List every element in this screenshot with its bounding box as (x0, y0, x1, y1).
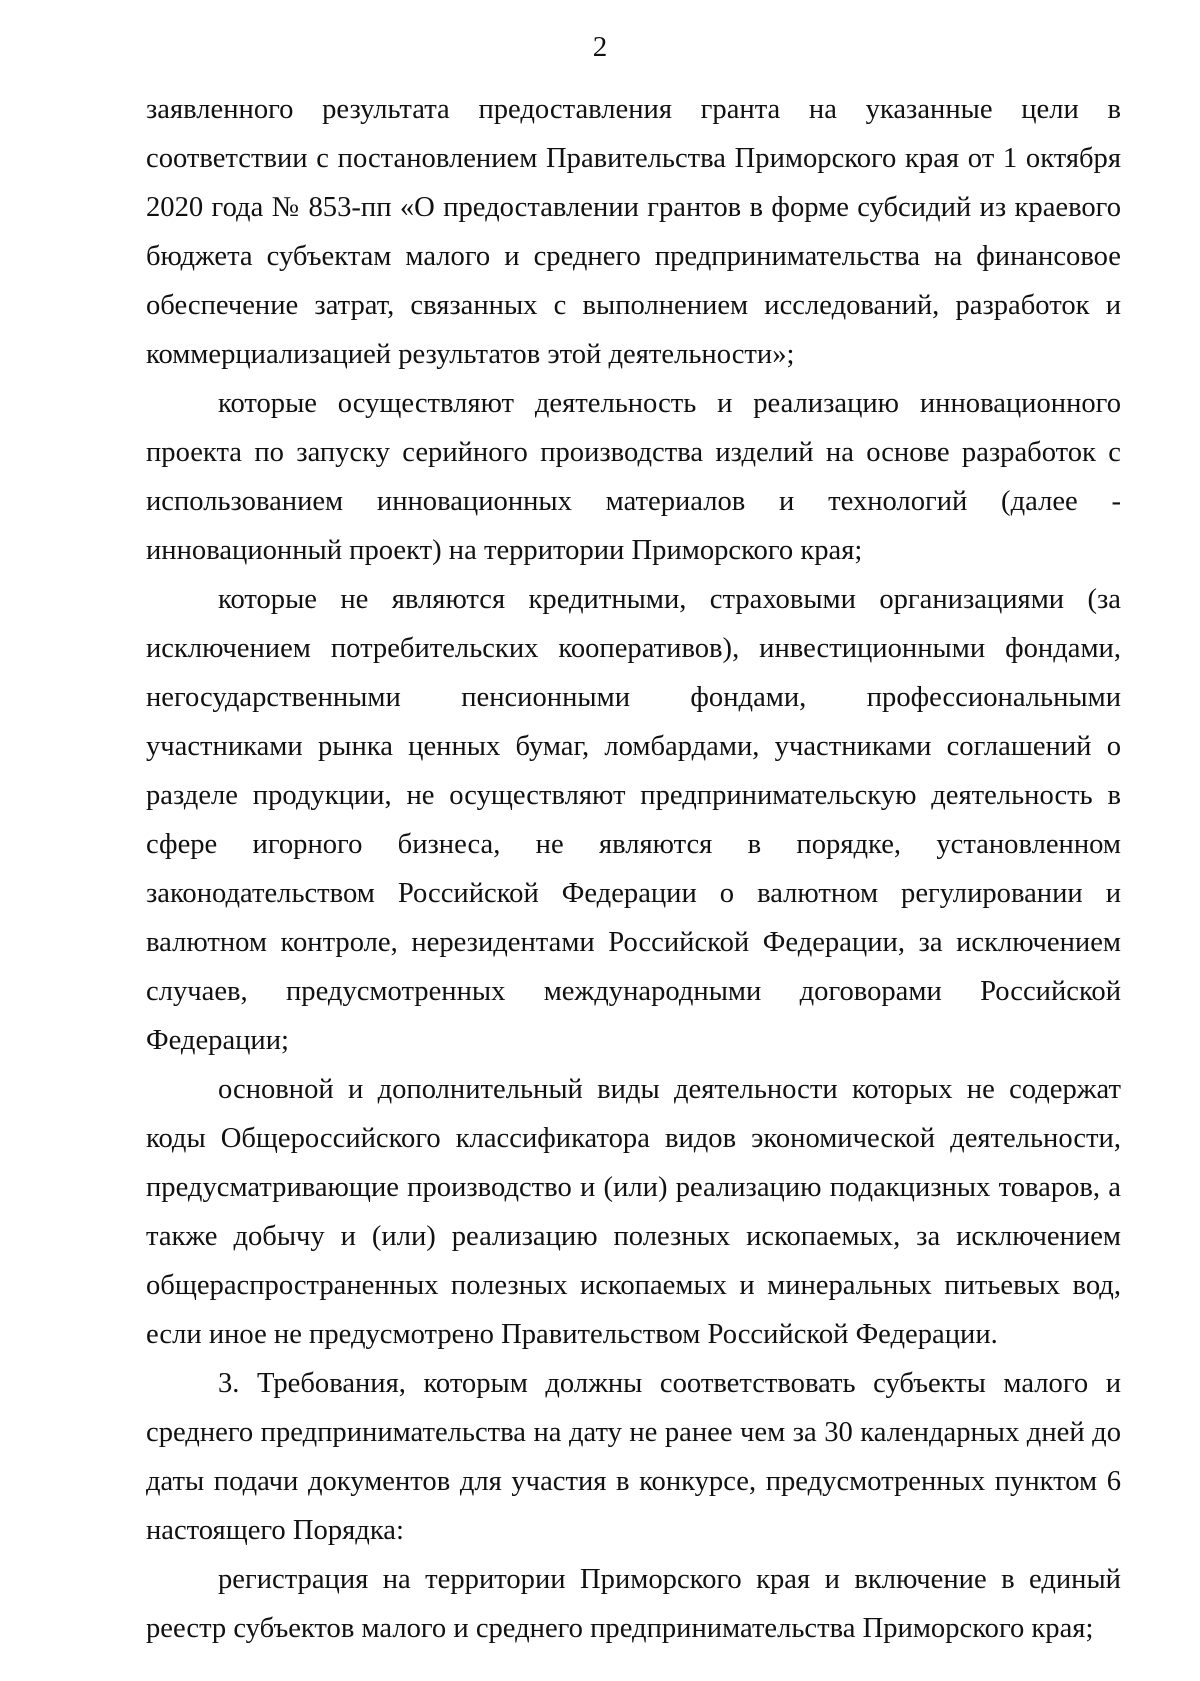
document-body (146, 85, 1121, 1653)
paragraph-exclusions: которые не являются кредитными, страховыми организациями (за исключением потребительских кооперативов), инвестиционными фондами, негосударственными пенсионными фондами, профессиональными участниками рынка ценных бумаг, ломбардами, участниками соглашений о разделе продукции, не осуществляют предпринимательскую деятельность в сфере игорного бизнеса, не являются в порядке, установленном законодательством Российской Федерации о валютном регулировании и валютном контроле, нерезидентами Российской Федерации, за исключением случаев, предусмотренных международными договорами Российской Федерации; (146, 584, 1121, 1056)
page-number: 2 (592, 31, 608, 63)
paragraph-requirements: 3. Требования, которым должны соответствовать субъекты малого и среднего предпринимательства на дату не ранее чем за 30 календарных дней до даты подачи документов для участия в конкурсе, предусмотренных пунктом 6 настоящего Порядка: (146, 1368, 1121, 1546)
paragraph-registration: регистрация на территории Приморского края и включение в единый реестр субъектов малого и среднего предпринимательства Приморского края; (146, 1564, 1121, 1644)
paragraph-innovation-project: которые осуществляют деятельность и реализацию инновационного проекта по запуску серийного производства изделий на основе разработок с использованием инновационных материалов и технологий (далее - инновационный проект) на территории Приморского края; (146, 388, 1121, 566)
paragraph-activity-codes: основной и дополнительный виды деятельности которых не содержат коды Общероссийского классификатора видов экономической деятельности, предусматривающие производство и (или) реализацию подакцизных товаров, а также добычу и (или) реализацию полезных ископаемых, за исключением общераспространенных полезных ископаемых и минеральных питьевых вод, если иное не предусмотрено Правительством Российской Федерации. (146, 1074, 1121, 1350)
paragraph-continuation: заявленного результата предоставления гранта на указанные цели в соответствии с постановлением Правительства Приморского края от 1 октября 2020 года № 853-пп «О предоставлении грантов в форме субсидий из краевого бюджета субъектам малого и среднего предпринимательства на финансовое обеспечение затрат, связанных с выполнением исследований, разработок и коммерциализацией результатов этой деятельности»; (146, 94, 1121, 370)
